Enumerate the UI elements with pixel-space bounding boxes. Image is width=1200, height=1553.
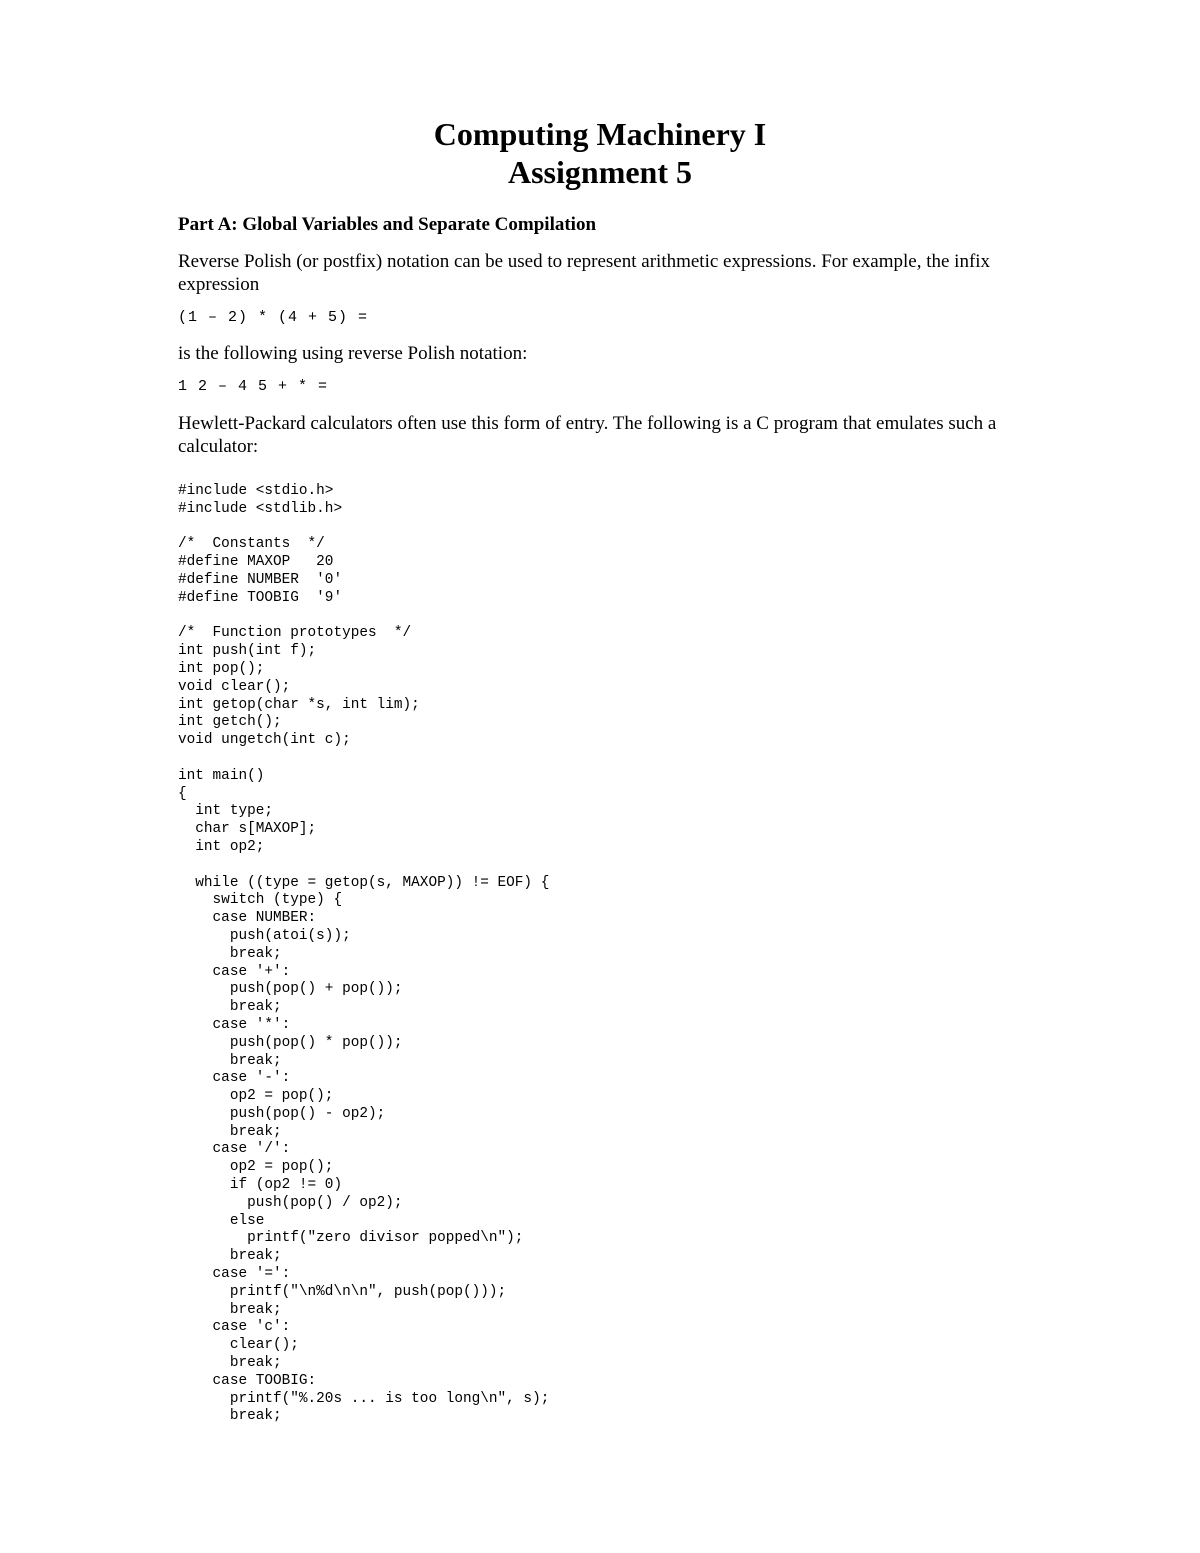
code-line: case '-':: [178, 1070, 291, 1087]
code-line: #define NUMBER '0': [178, 571, 343, 588]
code-line: void clear();: [178, 678, 291, 695]
code-line: break;: [178, 1052, 282, 1069]
code-line: if (op2 != 0): [178, 1177, 343, 1194]
code-line: case '+':: [178, 963, 291, 980]
part-a-heading: Part A: Global Variables and Separate Compilation: [178, 214, 597, 235]
code-line: [178, 608, 549, 626]
code-line: break;: [178, 945, 282, 962]
code-line: #include <stdio.h>: [178, 483, 334, 499]
rpn-intro-paragraph: is the following using reverse Polish notation:: [178, 343, 528, 364]
infix-expression: (1 – 2) * (4 + 5) =: [178, 309, 369, 326]
code-line: clear();: [178, 1337, 299, 1354]
code-line: case '=':: [178, 1266, 291, 1283]
code-line: int op2;: [178, 838, 265, 855]
code-line: printf("%.20s ... is too long\n", s);: [178, 1390, 550, 1407]
code-line: int main(): [178, 767, 265, 784]
code-line: case TOOBIG:: [178, 1372, 317, 1389]
code-line: op2 = pop();: [178, 1088, 334, 1105]
code-line: #define MAXOP 20: [178, 554, 334, 571]
code-line: break;: [178, 1123, 282, 1140]
code-line: switch (type) {: [178, 892, 343, 909]
code-line: int getop(char *s, int lim);: [178, 696, 420, 713]
code-line: int push(int f);: [178, 643, 317, 660]
code-line: push(atoi(s));: [178, 927, 351, 944]
code-line: while ((type = getop(s, MAXOP)) != EOF) {: [178, 874, 550, 891]
code-line: break;: [178, 1248, 282, 1265]
assignment-subtitle: Assignment 5: [507, 154, 692, 190]
code-line: #define TOOBIG '9': [178, 589, 343, 606]
code-listing: [178, 483, 549, 1426]
code-line: push(pop() - op2);: [178, 1105, 386, 1122]
code-line: op2 = pop();: [178, 1159, 334, 1176]
code-line: break;: [178, 1301, 282, 1318]
code-line: push(pop() / op2);: [178, 1194, 403, 1211]
code-line: void ungetch(int c);: [178, 732, 351, 749]
code-line: case NUMBER:: [178, 910, 317, 927]
code-line: int getch();: [178, 714, 282, 731]
document-title: Computing Machinery I: [433, 116, 767, 152]
code-line: case 'c':: [178, 1319, 291, 1336]
code-line: [178, 519, 549, 537]
code-line: push(pop() + pop());: [178, 981, 403, 998]
code-line: push(pop() * pop());: [178, 1034, 403, 1051]
code-line: [178, 750, 549, 768]
code-line: {: [178, 785, 187, 802]
code-line: case '/':: [178, 1141, 291, 1158]
code-line: [178, 857, 549, 875]
code-line: int type;: [178, 803, 273, 820]
intro-paragraph: Reverse Polish (or postfix) notation can be used to represent arithmetic expressions. For example, the infix expression: [178, 251, 991, 295]
code-line: else: [178, 1212, 265, 1229]
calculator-paragraph: Hewlett-Packard calculators often use this form of entry. The following is a C program that emulates such a calculator:: [178, 413, 997, 457]
code-line: char s[MAXOP];: [178, 821, 317, 838]
code-line: /* Constants */: [178, 536, 325, 553]
code-line: int pop();: [178, 660, 265, 677]
code-line: printf("\n%d\n\n", push(pop()));: [178, 1283, 507, 1300]
code-line: break;: [178, 999, 282, 1016]
code-line: #include <stdlib.h>: [178, 500, 343, 517]
code-line: printf("zero divisor popped\n");: [178, 1230, 524, 1247]
code-line: /* Function prototypes */: [178, 625, 412, 642]
rpn-expression: 1 2 – 4 5 + * =: [178, 378, 329, 395]
code-line: break;: [178, 1355, 282, 1372]
code-line: break;: [178, 1408, 282, 1425]
code-line: case '*':: [178, 1016, 291, 1033]
